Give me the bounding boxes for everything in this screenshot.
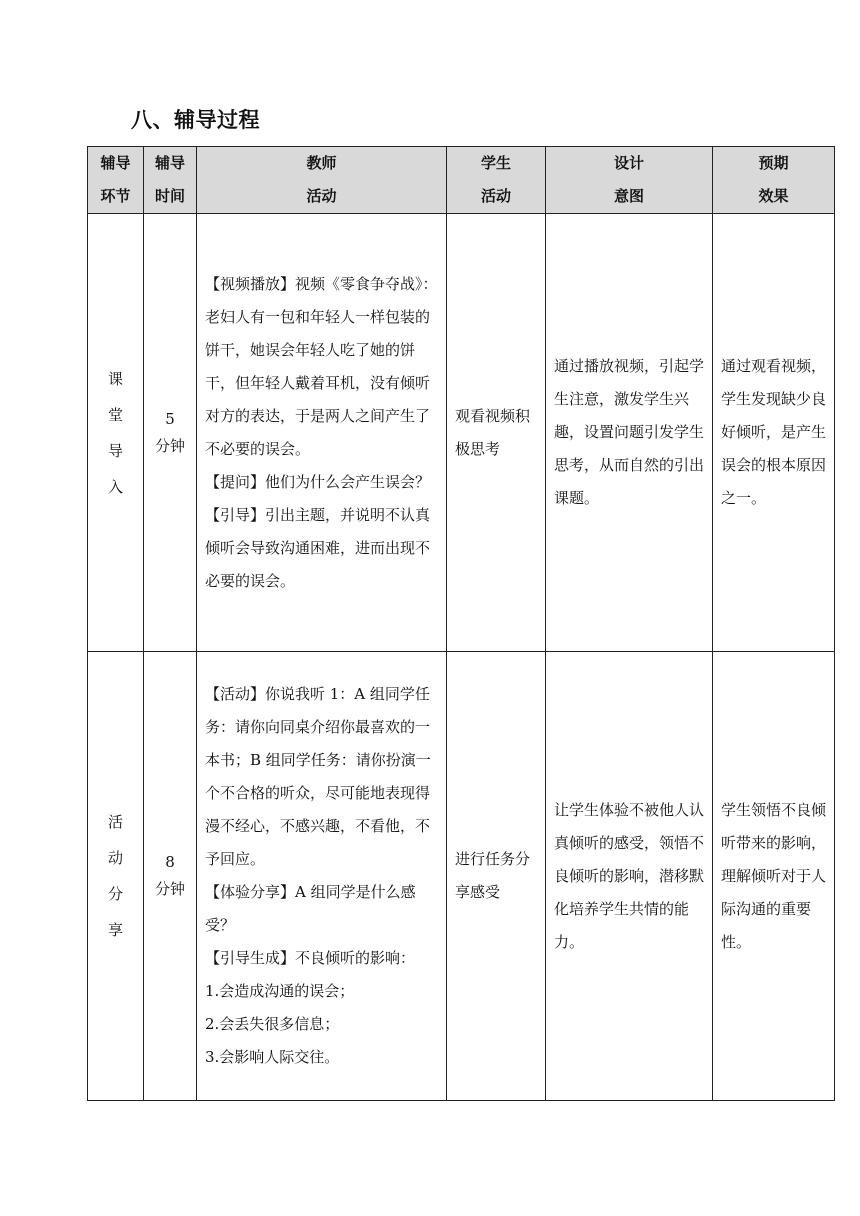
section-heading: 八、辅导过程 xyxy=(131,108,260,132)
table-row xyxy=(88,652,835,1101)
design-intent-cell: 让学生体验不被他人认真倾听的感受，领悟不良倾听的影响，潜移默化培养学生共情的能力。 xyxy=(546,652,713,1101)
stage-cell: 课 堂 导 入 xyxy=(88,214,144,652)
teacher-activity-cell: 【活动】你说我听 1：A 组同学任务：请你向同桌介绍你最喜欢的一本书；B 组同学任务：请你扮演一个不合格的听众，尽可能地表现得漫不经心，不感兴趣，不看他，不予回应。 【体验分享】A 组同学是什么感受？ 【引导生成】不良倾听的影响： 1.会造成沟通的误会； 2.会丢失很多信息； 3.会影响人际交往。 xyxy=(197,652,447,1101)
stage-cell: 活 动 分 享 xyxy=(88,652,144,1101)
expected-effect-cell: 通过观看视频，学生发现缺少良好倾听，是产生误会的根本原因之一。 xyxy=(713,214,835,652)
header-teacher-activity: 教师 活动 xyxy=(197,147,447,214)
header-expected-effect: 预期 效果 xyxy=(713,147,835,214)
expected-effect-cell: 学生领悟不良倾听带来的影响，理解倾听对于人际沟通的重要性。 xyxy=(713,652,835,1101)
header-student-activity: 学生 活动 xyxy=(447,147,546,214)
time-cell: 8 分钟 xyxy=(144,652,197,1101)
header-stage: 辅导 环节 xyxy=(88,147,144,214)
table-row xyxy=(88,214,835,652)
header-design-intent: 设计 意图 xyxy=(546,147,713,214)
design-intent-cell: 通过播放视频，引起学生注意，激发学生兴趣，设置问题引发学生思考，从而自然的引出课题。 xyxy=(546,214,713,652)
student-activity-cell: 进行任务分享感受 xyxy=(447,652,546,1101)
student-activity-cell: 观看视频积极思考 xyxy=(447,214,546,652)
process-table xyxy=(87,146,835,1101)
header-time: 辅导 时间 xyxy=(144,147,197,214)
table-header-row xyxy=(88,147,835,214)
time-cell: 5 分钟 xyxy=(144,214,197,652)
teacher-activity-cell: 【视频播放】视频《零食争夺战》：老妇人有一包和年轻人一样包装的饼干，她误会年轻人吃了她的饼干，但年轻人戴着耳机，没有倾听对方的表达，于是两人之间产生了不必要的误会。 【提问】他们为什么会产生误会？ 【引导】引出主题，并说明不认真倾听会导致沟通困难，进而出现不必要的误会。 xyxy=(197,214,447,652)
